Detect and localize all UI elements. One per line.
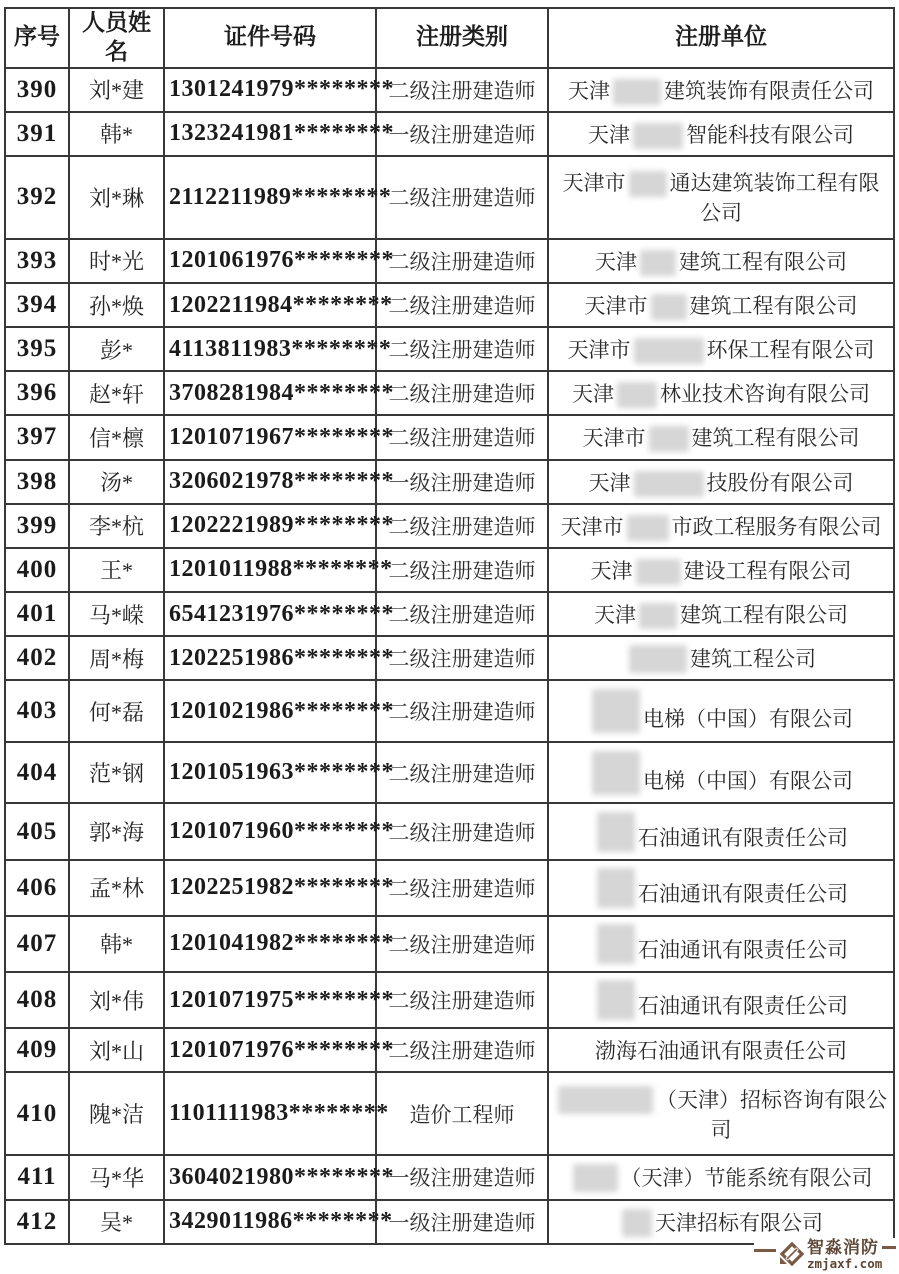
redaction-blur-block — [649, 426, 689, 452]
person-name-cell: 孟*林 — [69, 860, 164, 916]
registration-category-cell: 一级注册建造师 — [376, 460, 548, 504]
person-name-cell: 刘*山 — [69, 1028, 164, 1072]
table-row — [5, 680, 894, 742]
person-name-cell: 马*华 — [69, 1155, 164, 1199]
id-number-cell: 1201071976******** — [164, 1028, 376, 1072]
person-name-cell: 刘*伟 — [69, 972, 164, 1028]
unit-name-suffix: 技股份有限公司 — [706, 470, 854, 495]
registration-unit-cell — [548, 916, 894, 972]
unit-name-suffix: 建筑工程有限公司 — [679, 249, 847, 274]
id-number-cell: 1201021986******** — [164, 680, 376, 742]
unit-name-prefix: 天津市 — [582, 426, 646, 451]
serial-number-cell: 390 — [5, 68, 69, 112]
redaction-blur-block — [629, 645, 687, 673]
person-name-cell: 韩* — [69, 112, 164, 156]
unit-name-prefix: 天津 — [572, 382, 614, 407]
registration-unit-cell — [548, 1155, 894, 1199]
registration-unit-cell — [548, 68, 894, 112]
serial-number-cell: 394 — [5, 283, 69, 327]
id-number-cell: 3206021978******** — [164, 460, 376, 504]
unit-name-suffix: 建筑装饰有限责任公司 — [664, 78, 874, 103]
unit-name-prefix: 天津 — [568, 78, 610, 103]
table-row — [5, 504, 894, 548]
unit-name-suffix: 建筑工程有限公司 — [680, 603, 848, 628]
registration-category-cell: 二级注册建造师 — [376, 156, 548, 239]
id-number-cell: 1202221989******** — [164, 504, 376, 548]
unit-name-suffix: 建筑工程有限公司 — [691, 426, 860, 451]
person-name-cell: 汤* — [69, 460, 164, 504]
table-row — [5, 972, 894, 1028]
table-row — [5, 68, 894, 112]
person-name-cell: 范*钢 — [69, 742, 164, 804]
redaction-blur-block — [597, 924, 635, 964]
serial-number-cell: 398 — [5, 460, 69, 504]
redaction-blur-block — [558, 1086, 653, 1114]
table-row — [5, 548, 894, 592]
unit-name-prefix: 天津市 — [560, 514, 624, 539]
registration-unit-cell — [548, 156, 894, 239]
redaction-blur-block — [636, 559, 681, 585]
registration-category-cell: 二级注册建造师 — [376, 916, 548, 972]
person-name-cell: 王* — [69, 548, 164, 592]
registration-table — [4, 7, 895, 1245]
table-header — [5, 8, 894, 68]
person-name-cell: 刘*建 — [69, 68, 164, 112]
redaction-blur-block — [622, 1209, 652, 1237]
registration-unit-cell — [548, 680, 894, 742]
unit-name-suffix: 通达建筑装饰工程有限公司 — [669, 171, 880, 226]
registration-unit-cell — [548, 460, 894, 504]
registration-category-cell: 二级注册建造师 — [376, 283, 548, 327]
redaction-blur-block — [592, 689, 640, 733]
table-row — [5, 636, 894, 680]
registration-unit-cell — [548, 860, 894, 916]
redaction-blur-block — [634, 471, 704, 497]
table-row — [5, 742, 894, 804]
id-number-cell: 1201071960******** — [164, 803, 376, 859]
serial-number-cell: 397 — [5, 415, 69, 459]
person-name-cell: 李*杭 — [69, 504, 164, 548]
header-id-number: 证件号码 — [164, 8, 376, 68]
serial-number-cell: 401 — [5, 592, 69, 636]
registration-category-cell: 二级注册建造师 — [376, 239, 548, 283]
id-number-cell: 1301241979******** — [164, 68, 376, 112]
redaction-blur-block — [651, 294, 687, 320]
id-number-cell: 3708281984******** — [164, 371, 376, 415]
person-name-cell: 周*梅 — [69, 636, 164, 680]
person-name-cell: 时*光 — [69, 239, 164, 283]
serial-number-cell: 406 — [5, 860, 69, 916]
registration-category-cell: 二级注册建造师 — [376, 415, 548, 459]
id-number-cell: 1201071967******** — [164, 415, 376, 459]
registration-category-cell: 二级注册建造师 — [376, 327, 548, 371]
table-row — [5, 803, 894, 859]
unit-name-prefix: 天津市 — [562, 171, 626, 196]
unit-name-suffix: 建筑工程有限公司 — [689, 294, 858, 319]
watermark — [754, 1238, 898, 1273]
redaction-blur-block — [633, 123, 683, 149]
table-row — [5, 592, 894, 636]
table-row — [5, 1072, 894, 1155]
registration-category-cell: 二级注册建造师 — [376, 504, 548, 548]
registration-category-cell: 造价工程师 — [376, 1072, 548, 1155]
table-row — [5, 460, 894, 504]
serial-number-cell: 403 — [5, 680, 69, 742]
registration-unit-cell — [548, 112, 894, 156]
unit-name-prefix: 天津市 — [567, 338, 631, 363]
serial-number-cell: 404 — [5, 742, 69, 804]
unit-name-suffix: 石油通讯有限责任公司 — [638, 825, 848, 850]
registration-unit-cell — [548, 327, 894, 371]
table-row — [5, 156, 894, 239]
registration-unit-cell — [548, 636, 894, 680]
registration-category-cell: 二级注册建造师 — [376, 803, 548, 859]
registration-unit-cell — [548, 283, 894, 327]
table-row — [5, 860, 894, 916]
registration-unit-cell — [548, 415, 894, 459]
registration-category-cell: 二级注册建造师 — [376, 592, 548, 636]
registration-category-cell: 二级注册建造师 — [376, 371, 548, 415]
registration-unit-cell — [548, 371, 894, 415]
registration-unit-cell — [548, 972, 894, 1028]
header-registration-unit: 注册单位 — [548, 8, 894, 68]
serial-number-cell: 405 — [5, 803, 69, 859]
serial-number-cell: 396 — [5, 371, 69, 415]
redaction-blur-block — [597, 980, 635, 1020]
id-number-cell: 1202211984******** — [164, 283, 376, 327]
redaction-blur-block — [613, 79, 661, 105]
id-number-cell: 1101111983******** — [164, 1072, 376, 1155]
unit-name-suffix: 建设工程有限公司 — [683, 558, 852, 583]
table-row — [5, 916, 894, 972]
redaction-blur-block — [573, 1164, 618, 1192]
unit-name-suffix: 石油通讯有限责任公司 — [638, 937, 848, 962]
registration-category-cell: 二级注册建造师 — [376, 68, 548, 112]
table-row — [5, 327, 894, 371]
id-number-cell: 3429011986******** — [164, 1200, 376, 1244]
registration-category-cell: 二级注册建造师 — [376, 1028, 548, 1072]
unit-name-prefix: 天津 — [594, 603, 636, 628]
header-person-name: 人员姓名 — [69, 8, 164, 68]
unit-name-suffix: 渤海石油通讯有限责任公司 — [595, 1039, 847, 1064]
id-number-cell: 3604021980******** — [164, 1155, 376, 1199]
serial-number-cell: 395 — [5, 327, 69, 371]
serial-number-cell: 391 — [5, 112, 69, 156]
person-name-cell: 韩* — [69, 916, 164, 972]
unit-name-prefix: 天津市 — [584, 294, 648, 319]
serial-number-cell: 411 — [5, 1155, 69, 1199]
unit-name-suffix: 林业技术咨询有限公司 — [660, 382, 870, 407]
person-name-cell: 信*檩 — [69, 415, 164, 459]
person-name-cell: 彭* — [69, 327, 164, 371]
table-row — [5, 112, 894, 156]
unit-name-suffix: 石油通讯有限责任公司 — [638, 994, 848, 1019]
registration-unit-cell — [548, 504, 894, 548]
id-number-cell: 1202251986******** — [164, 636, 376, 680]
registration-category-cell: 一级注册建造师 — [376, 1200, 548, 1244]
person-name-cell: 马*嵘 — [69, 592, 164, 636]
serial-number-cell: 410 — [5, 1072, 69, 1155]
redaction-blur-block — [592, 751, 640, 795]
registration-category-cell: 二级注册建造师 — [376, 742, 548, 804]
serial-number-cell: 392 — [5, 156, 69, 239]
unit-name-suffix: 环保工程有限公司 — [706, 338, 875, 363]
watermark-title: 智淼消防 — [807, 1237, 879, 1257]
id-number-cell: 1201061976******** — [164, 239, 376, 283]
unit-name-prefix: 天津 — [590, 558, 633, 583]
redaction-blur-block — [617, 382, 657, 408]
registration-category-cell: 二级注册建造师 — [376, 548, 548, 592]
unit-name-suffix: 智能科技有限公司 — [686, 122, 854, 147]
registration-unit-cell — [548, 592, 894, 636]
person-name-cell: 孙*焕 — [69, 283, 164, 327]
id-number-cell: 4113811983******** — [164, 327, 376, 371]
serial-number-cell: 407 — [5, 916, 69, 972]
unit-name-suffix: （天津）招标咨询有限公司 — [656, 1087, 887, 1142]
serial-number-cell: 412 — [5, 1200, 69, 1244]
person-name-cell: 刘*琳 — [69, 156, 164, 239]
table-row — [5, 283, 894, 327]
redaction-blur-block — [629, 171, 667, 197]
registration-category-cell: 一级注册建造师 — [376, 1155, 548, 1199]
unit-name-suffix: 天津招标有限公司 — [655, 1210, 823, 1235]
redaction-blur-block — [597, 812, 635, 852]
registration-unit-cell — [548, 1072, 894, 1155]
watermark-url: zmjaxf.com — [807, 1255, 883, 1271]
serial-number-cell: 408 — [5, 972, 69, 1028]
registration-category-cell: 二级注册建造师 — [376, 636, 548, 680]
registration-unit-cell — [548, 1028, 894, 1072]
person-name-cell: 何*磊 — [69, 680, 164, 742]
watermark-left-rule — [754, 1249, 776, 1252]
header-serial-number: 序号 — [5, 8, 69, 68]
unit-name-prefix: 天津 — [588, 122, 630, 147]
registration-unit-cell — [548, 239, 894, 283]
unit-name-suffix: 石油通讯有限责任公司 — [638, 881, 848, 906]
person-name-cell: 隗*洁 — [69, 1072, 164, 1155]
table-row — [5, 1155, 894, 1199]
id-number-cell: 2112211989******** — [164, 156, 376, 239]
unit-name-suffix: 电梯（中国）有限公司 — [643, 707, 853, 732]
unit-name-prefix: 天津 — [588, 470, 631, 495]
registration-category-cell: 一级注册建造师 — [376, 112, 548, 156]
watermark-right-rule — [882, 1246, 896, 1249]
unit-name-suffix: （天津）节能系统有限公司 — [620, 1166, 873, 1191]
serial-number-cell: 393 — [5, 239, 69, 283]
header-registration-category: 注册类别 — [376, 8, 548, 68]
id-number-cell: 1201051963******** — [164, 742, 376, 804]
registration-category-cell: 二级注册建造师 — [376, 680, 548, 742]
serial-number-cell: 400 — [5, 548, 69, 592]
id-number-cell: 1323241981******** — [164, 112, 376, 156]
registration-unit-cell — [548, 742, 894, 804]
unit-name-prefix: 天津 — [595, 249, 637, 274]
redaction-blur-block — [634, 338, 704, 364]
serial-number-cell: 399 — [5, 504, 69, 548]
serial-number-cell: 409 — [5, 1028, 69, 1072]
person-name-cell: 赵*轩 — [69, 371, 164, 415]
registration-category-cell: 二级注册建造师 — [376, 972, 548, 1028]
person-name-cell: 吴* — [69, 1200, 164, 1244]
redaction-blur-block — [640, 250, 676, 276]
redaction-blur-block — [639, 603, 677, 629]
table-row — [5, 239, 894, 283]
watermark-diamond-logo-icon — [778, 1241, 804, 1269]
serial-number-cell: 402 — [5, 636, 69, 680]
registration-category-cell: 二级注册建造师 — [376, 860, 548, 916]
table-row — [5, 371, 894, 415]
unit-name-suffix: 建筑工程公司 — [690, 647, 816, 672]
id-number-cell: 6541231976******** — [164, 592, 376, 636]
registration-unit-cell — [548, 548, 894, 592]
id-number-cell: 1202251982******** — [164, 860, 376, 916]
redaction-blur-block — [597, 868, 635, 908]
id-number-cell: 1201071975******** — [164, 972, 376, 1028]
person-name-cell: 郭*海 — [69, 803, 164, 859]
table-row — [5, 415, 894, 459]
registration-unit-cell — [548, 803, 894, 859]
unit-name-suffix: 电梯（中国）有限公司 — [643, 768, 853, 793]
id-number-cell: 1201011988******** — [164, 548, 376, 592]
redaction-blur-block — [627, 515, 669, 541]
table-row — [5, 1028, 894, 1072]
id-number-cell: 1201041982******** — [164, 916, 376, 972]
unit-name-suffix: 市政工程服务有限公司 — [671, 514, 882, 539]
